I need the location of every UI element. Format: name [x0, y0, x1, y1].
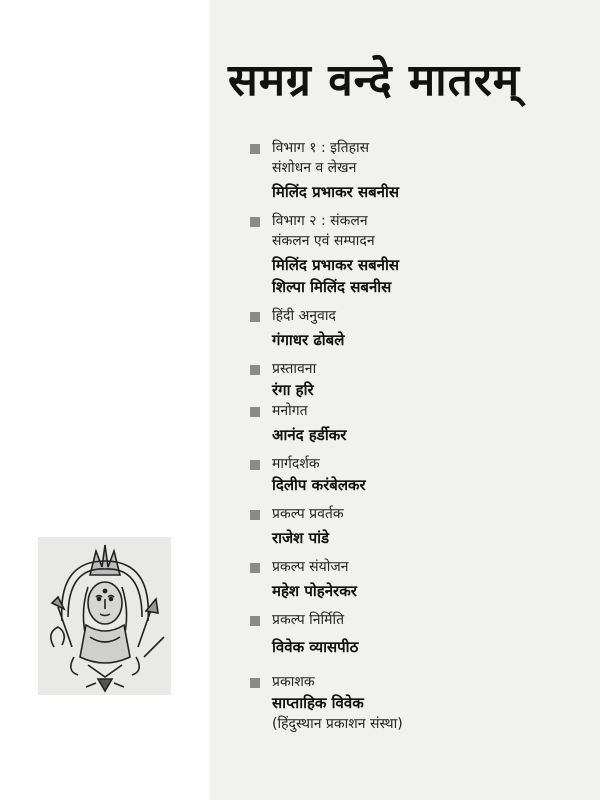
- credit-section-guidance: [250, 454, 580, 496]
- bullet-icon: [250, 563, 260, 573]
- credit-role: प्रकल्प निर्मिति: [272, 612, 345, 628]
- credit-section-manogat: [250, 401, 580, 446]
- credit-section-preface: [250, 359, 580, 401]
- credit-role: प्रस्तावना: [272, 361, 317, 377]
- credit-role: मार्गदर्शक: [272, 456, 320, 472]
- credit-name: साप्ताहिक विवेक: [272, 694, 364, 712]
- credit-section-promoter: [250, 504, 580, 549]
- credit-role: हिंदी अनुवाद: [272, 308, 336, 324]
- bullet-icon: [250, 460, 260, 470]
- credit-name: विवेक व्यासपीठ: [272, 638, 359, 656]
- credit-name: मिलिंद प्रभाकर सबनीस: [272, 256, 399, 274]
- credit-role: मनोगत: [272, 403, 308, 419]
- bullet-icon: [250, 407, 260, 417]
- credit-name: रंगा हरि: [272, 381, 314, 399]
- credit-role: विभाग १ : इतिहास: [272, 140, 370, 156]
- credit-section-publisher: [250, 672, 580, 734]
- credit-role: विभाग २ : संकलन: [272, 213, 368, 229]
- credit-name: शिल्पा मिलिंद सबनीस: [272, 278, 392, 296]
- bullet-icon: [250, 312, 260, 322]
- credit-name: दिलीप करंबेलकर: [272, 476, 366, 494]
- credit-name: गंगाधर ढोबले: [272, 331, 345, 349]
- bullet-icon: [250, 144, 260, 154]
- credit-subrole: संशोधन व लेखन: [272, 160, 357, 176]
- publisher-note: (हिंदुस्थान प्रकाशन संस्था): [272, 716, 403, 732]
- credit-role: प्रकल्प प्रवर्तक: [272, 506, 344, 522]
- bullet-icon: [250, 510, 260, 520]
- credit-name: आनंद हर्डीकर: [272, 426, 347, 444]
- credit-section-compilation: [250, 211, 580, 298]
- credit-name: राजेश पांडे: [272, 529, 330, 547]
- credit-name: मिलिंद प्रभाकर सबनीस: [272, 183, 399, 201]
- book-title: समग्र वन्दे मातरम्: [228, 55, 521, 106]
- credits-list: [250, 138, 580, 734]
- credit-section-history: [250, 138, 580, 203]
- credit-role: प्रकाशक: [272, 674, 315, 690]
- bullet-icon: [250, 217, 260, 227]
- bullet-icon: [250, 678, 260, 688]
- goddess-durga-emblem-icon: [38, 537, 171, 695]
- credit-name: महेश पोहनेरकर: [272, 582, 357, 600]
- bullet-icon: [250, 616, 260, 626]
- credit-role: प्रकल्प संयोजन: [272, 559, 349, 575]
- credit-subrole: संकलन एवं सम्पादन: [272, 233, 375, 249]
- credit-section-translation: [250, 306, 580, 351]
- credit-section-production: [250, 610, 580, 658]
- bullet-icon: [250, 365, 260, 375]
- credit-section-coordination: [250, 557, 580, 602]
